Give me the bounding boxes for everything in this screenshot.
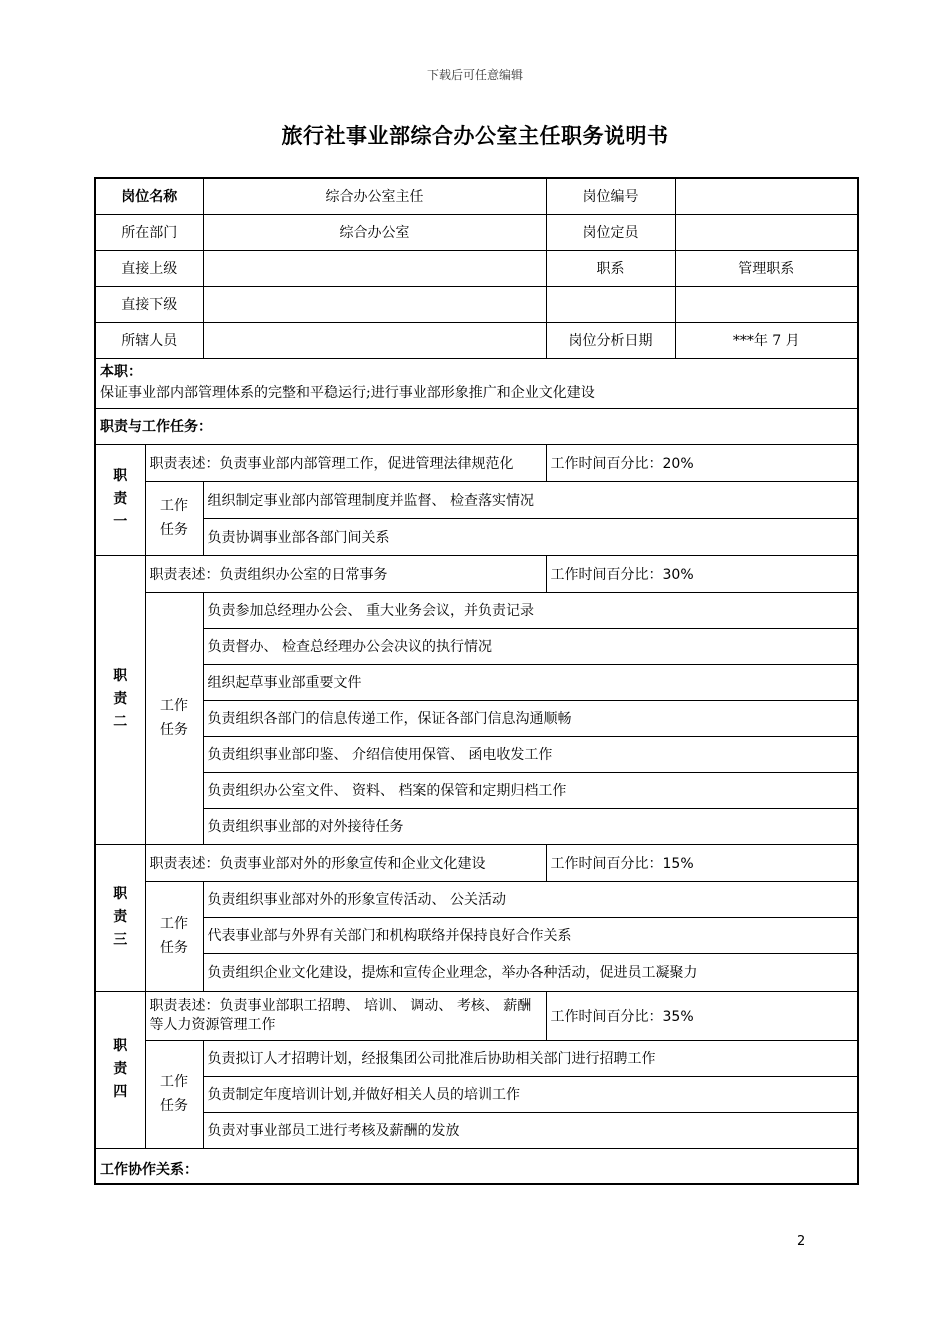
duty-4-task-3: 负责对事业部员工进行考核及薪酬的发放 xyxy=(203,1112,858,1148)
analysis-date-value: ***年 7 月 xyxy=(675,322,858,358)
task-label-line1: 工作 xyxy=(160,698,188,714)
task-label-line1: 工作 xyxy=(160,916,188,932)
duty-3-label xyxy=(95,844,145,991)
staff-value xyxy=(203,322,546,358)
duty-4-label xyxy=(95,991,145,1148)
duty-3-label-char-2: 责 xyxy=(113,909,128,925)
duty-1-task-1: 组织制定事业部内部管理制度并监督、 检查落实情况 xyxy=(203,481,858,518)
page-number: 2 xyxy=(797,1234,806,1249)
duty-2-label-char-1: 职 xyxy=(113,668,128,684)
document-title: 旅行社事业部综合办公室主任职务说明书 xyxy=(281,124,669,148)
subordinate-extra-label xyxy=(546,286,675,322)
position-name-value: 综合办公室主任 xyxy=(203,178,546,214)
duty-3-task-label xyxy=(145,881,203,991)
header-note: 下载后可任意编辑 xyxy=(426,68,523,82)
duty-2-task-1: 负责参加总经理办公会、 重大业务会议，并负责记录 xyxy=(203,592,858,628)
duty-2-task-5: 负责组织事业部印鉴、 介绍信使用保管、 函电收发工作 xyxy=(203,736,858,772)
duty-4-task-2: 负责制定年度培训计划,并做好相关人员的培训工作 xyxy=(203,1076,858,1112)
duty-4-label-char-2: 责 xyxy=(113,1061,128,1077)
info-row-superior xyxy=(95,250,858,286)
duty-3-task-1: 负责组织事业部对外的形象宣传活动、 公关活动 xyxy=(203,881,858,917)
duty-2-task-2: 负责督办、 检查总经理办公会决议的执行情况 xyxy=(203,628,858,664)
job-series-label: 职系 xyxy=(546,250,675,286)
duty-3-task-row xyxy=(95,953,858,991)
duty-4-time-percent: 工作时间百分比：35% xyxy=(546,991,858,1040)
position-name-label: 岗位名称 xyxy=(95,178,203,214)
duty-1-label-char-1: 职 xyxy=(113,468,128,484)
department-label: 所在部门 xyxy=(95,214,203,250)
task-label-line2: 任务 xyxy=(160,522,188,538)
duty-4-task-row xyxy=(95,1076,858,1112)
duty-4-label-char-1: 职 xyxy=(113,1038,128,1054)
duty-2-task-7: 负责组织事业部的对外接待任务 xyxy=(203,808,858,844)
duty-3-label-char-3: 三 xyxy=(113,932,128,948)
duty-2-task-row xyxy=(95,664,858,700)
duty-1-task-2: 负责协调事业部各部门间关系 xyxy=(203,518,858,555)
duties-heading-row xyxy=(95,408,858,444)
info-row-department xyxy=(95,214,858,250)
duty-4-statement-row xyxy=(95,991,858,1040)
subordinate-label: 直接下级 xyxy=(95,286,203,322)
job-description-table xyxy=(94,177,859,1185)
position-code-label: 岗位编号 xyxy=(546,178,675,214)
position-code-value xyxy=(675,178,858,214)
headcount-value xyxy=(675,214,858,250)
core-row xyxy=(95,358,858,408)
subordinate-extra-value xyxy=(675,286,858,322)
core-cell xyxy=(95,358,858,408)
duty-2-label-char-3: 二 xyxy=(113,714,128,730)
task-label-line2: 任务 xyxy=(160,722,188,738)
duty-3-task-3: 负责组织企业文化建设，提炼和宣传企业理念，举办各种活动，促进员工凝聚力 xyxy=(203,953,858,991)
task-label-line1: 工作 xyxy=(160,1074,188,1090)
duty-1-statement-row xyxy=(95,444,858,481)
duty-2-task-row xyxy=(95,592,858,628)
duty-1-task-label xyxy=(145,481,203,555)
duty-1-label xyxy=(95,444,145,555)
task-label-line2: 任务 xyxy=(160,940,188,956)
analysis-date-label: 岗位分析日期 xyxy=(546,322,675,358)
duty-1-label-char-3: 一 xyxy=(113,514,128,530)
task-label-line2: 任务 xyxy=(160,1098,188,1114)
duty-2-task-4: 负责组织各部门的信息传递工作，保证各部门信息沟通顺畅 xyxy=(203,700,858,736)
duty-3-task-row xyxy=(95,917,858,953)
duty-4-task-1: 负责拟订人才招聘计划，经报集团公司批准后协助相关部门进行招聘工作 xyxy=(203,1040,858,1076)
duty-4-label-char-3: 四 xyxy=(113,1084,128,1100)
duty-1-label-char-2: 责 xyxy=(113,491,128,507)
duty-3-task-2: 代表事业部与外界有关部门和机构联络并保持良好合作关系 xyxy=(203,917,858,953)
duty-2-label xyxy=(95,555,145,844)
duty-2-task-row xyxy=(95,700,858,736)
job-series-value: 管理职系 xyxy=(675,250,858,286)
duty-2-label-char-2: 责 xyxy=(113,691,128,707)
info-row-subordinate xyxy=(95,286,858,322)
info-row-staff xyxy=(95,322,858,358)
core-text: 保证事业部内部管理体系的完整和平稳运行;进行事业部形象推广和企业文化建设 xyxy=(100,385,595,401)
duty-2-task-3: 组织起草事业部重要文件 xyxy=(203,664,858,700)
department-value: 综合办公室 xyxy=(203,214,546,250)
duty-1-statement: 职责表述：负责事业部内部管理工作，促进管理法律规范化 xyxy=(145,444,546,481)
staff-label: 所辖人员 xyxy=(95,322,203,358)
duty-1-task-row xyxy=(95,481,858,518)
duty-2-task-row xyxy=(95,772,858,808)
duty-2-task-row xyxy=(95,628,858,664)
superior-label: 直接上级 xyxy=(95,250,203,286)
duty-2-task-row xyxy=(95,808,858,844)
duty-3-statement-row xyxy=(95,844,858,881)
duty-2-statement: 职责表述：负责组织办公室的日常事务 xyxy=(145,555,546,592)
duty-1-task-row xyxy=(95,518,858,555)
core-label: 本职： xyxy=(100,364,142,380)
duty-2-task-6: 负责组织办公室文件、 资料、 档案的保管和定期归档工作 xyxy=(203,772,858,808)
duty-3-time-percent: 工作时间百分比：15% xyxy=(546,844,858,881)
duties-heading: 职责与工作任务： xyxy=(95,408,858,444)
duty-4-task-label xyxy=(145,1040,203,1148)
duty-4-task-row xyxy=(95,1040,858,1076)
duty-3-statement: 职责表述：负责事业部对外的形象宣传和企业文化建设 xyxy=(145,844,546,881)
subordinate-value xyxy=(203,286,546,322)
duty-4-task-row xyxy=(95,1112,858,1148)
superior-value xyxy=(203,250,546,286)
duty-3-task-row xyxy=(95,881,858,917)
duty-3-label-char-1: 职 xyxy=(113,886,128,902)
cooperation-heading: 工作协作关系： xyxy=(95,1148,858,1184)
info-row-position xyxy=(95,178,858,214)
duty-2-task-label xyxy=(145,592,203,844)
duty-4-statement: 职责表述：负责事业部职工招聘、 培训、 调动、 考核、 薪酬等人力资源管理工作 xyxy=(145,991,546,1040)
duty-2-time-percent: 工作时间百分比：30% xyxy=(546,555,858,592)
duty-2-statement-row xyxy=(95,555,858,592)
duty-1-time-percent: 工作时间百分比：20% xyxy=(546,444,858,481)
cooperation-row xyxy=(95,1148,858,1184)
duty-2-task-row xyxy=(95,736,858,772)
task-label-line1: 工作 xyxy=(160,498,188,514)
headcount-label: 岗位定员 xyxy=(546,214,675,250)
